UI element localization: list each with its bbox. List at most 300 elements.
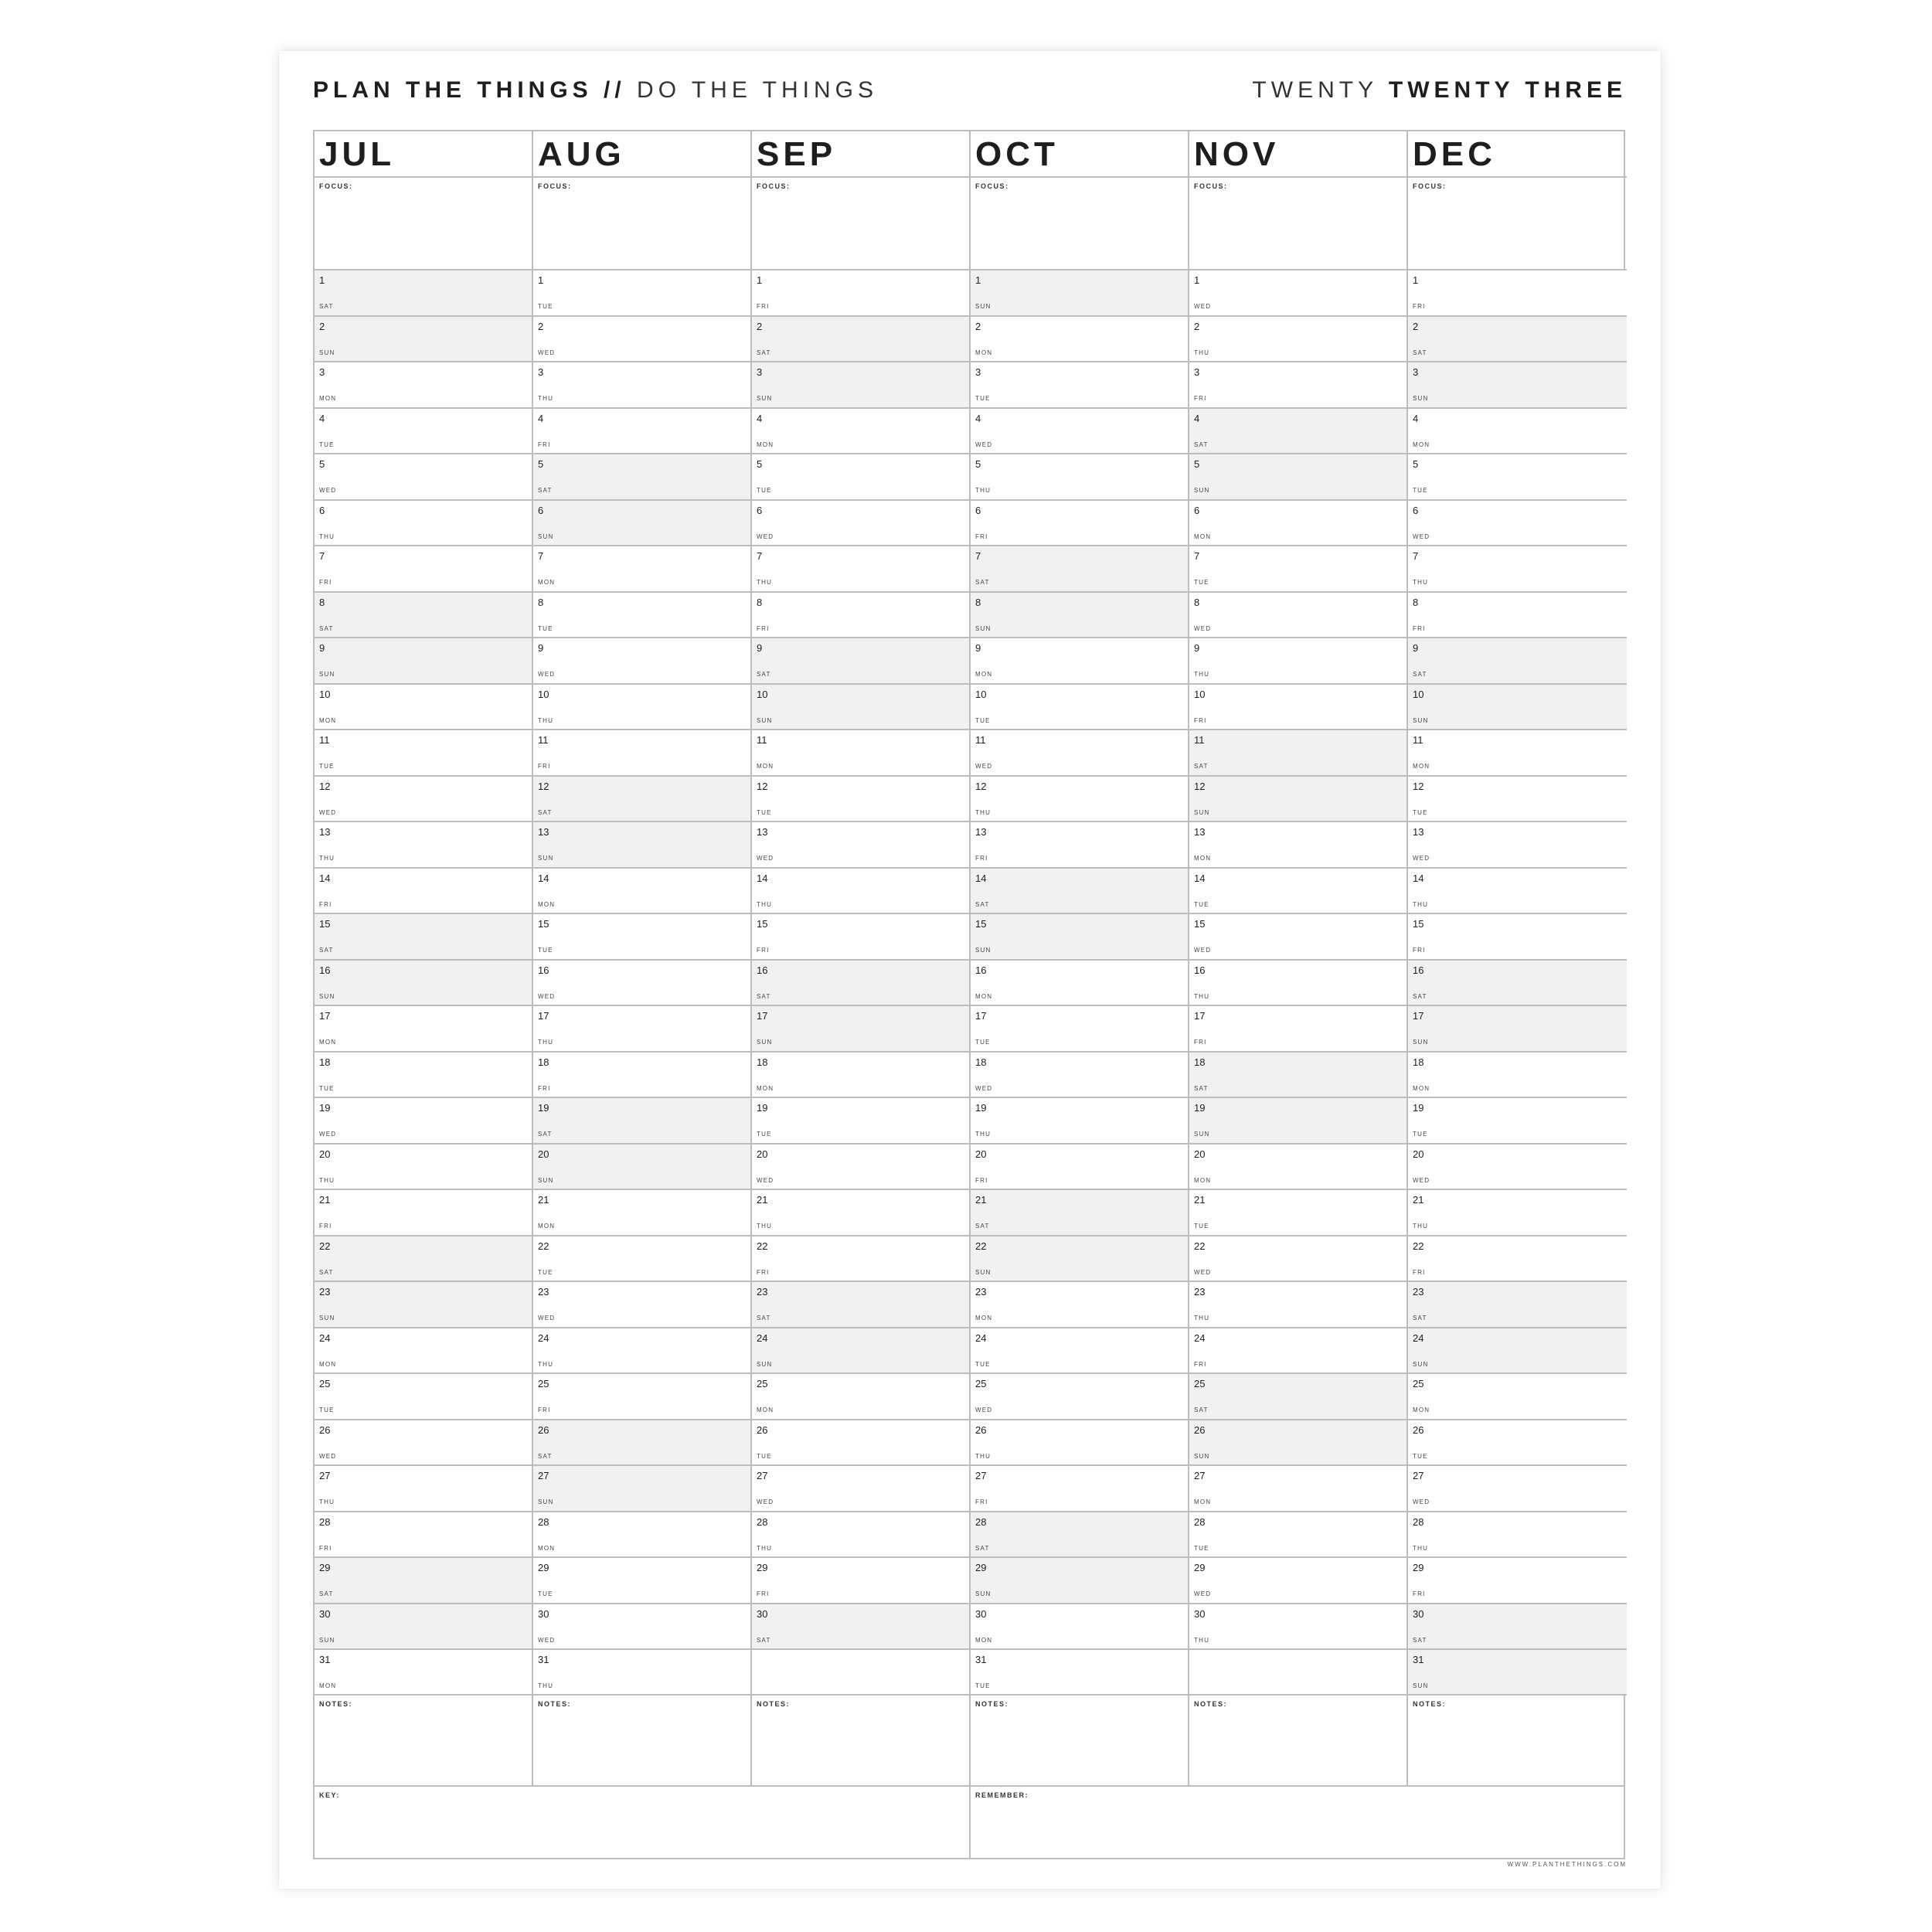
day-number: 25: [1194, 1378, 1206, 1389]
day-cell[interactable]: [1408, 361, 1627, 407]
day-cell[interactable]: [533, 959, 750, 1005]
day-cell[interactable]: [315, 867, 532, 913]
day-cell[interactable]: [1408, 315, 1627, 362]
day-cell[interactable]: [1408, 1511, 1627, 1557]
day-cell[interactable]: [752, 1464, 969, 1511]
day-cell[interactable]: [971, 1556, 1188, 1603]
day-number: 31: [1413, 1654, 1424, 1665]
day-number: 28: [319, 1515, 331, 1528]
day-number: 5: [757, 458, 763, 470]
day-cell[interactable]: [533, 1648, 750, 1695]
day-cell[interactable]: [1408, 1051, 1627, 1097]
day-cell[interactable]: [533, 545, 750, 591]
day-cell[interactable]: [1189, 545, 1406, 591]
day-cell[interactable]: [315, 499, 532, 546]
day-number: 26: [975, 1423, 987, 1436]
day-number: 27: [538, 1470, 549, 1481]
day-weekday: TUE: [1194, 1544, 1209, 1552]
day-cell[interactable]: [315, 1143, 532, 1189]
day-cell[interactable]: [1189, 959, 1406, 1005]
day-cell[interactable]: [1189, 591, 1406, 638]
day-cell[interactable]: [533, 1005, 750, 1051]
day-number: 23: [757, 1286, 768, 1298]
day-cell[interactable]: [1189, 1189, 1406, 1235]
day-weekday: WED: [538, 671, 556, 678]
notes-label: NOTES:: [757, 1700, 791, 1708]
day-cell[interactable]: [1189, 1051, 1406, 1097]
day-cell[interactable]: [971, 1464, 1188, 1511]
day-cell[interactable]: [315, 913, 532, 959]
day-weekday: TUE: [319, 763, 335, 770]
day-number: 30: [1413, 1607, 1424, 1620]
day-cell[interactable]: [971, 1511, 1188, 1557]
day-cell[interactable]: [1189, 315, 1406, 362]
day-weekday: SAT: [319, 1590, 334, 1597]
day-cell[interactable]: [971, 1281, 1188, 1327]
day-cell[interactable]: [1408, 545, 1627, 591]
day-cell[interactable]: [1189, 407, 1406, 454]
month-name: NOV: [1194, 135, 1280, 173]
day-cell[interactable]: [533, 1189, 750, 1235]
day-number: 24: [975, 1332, 987, 1344]
day-cell[interactable]: [1408, 1648, 1627, 1695]
day-cell[interactable]: [315, 637, 532, 683]
day-cell[interactable]: [971, 1648, 1188, 1695]
day-cell[interactable]: [1408, 1235, 1627, 1281]
focus-label: FOCUS:: [319, 182, 353, 190]
day-weekday: THU: [1194, 992, 1210, 1000]
day-weekday: WED: [1413, 1498, 1430, 1505]
day-cell[interactable]: [533, 269, 750, 315]
day-cell[interactable]: [1408, 269, 1627, 315]
day-cell[interactable]: [315, 729, 532, 775]
day-cell[interactable]: [752, 407, 969, 454]
notes-label: NOTES:: [1413, 1700, 1447, 1708]
day-cell[interactable]: [1408, 1189, 1627, 1235]
day-weekday: MON: [757, 1084, 774, 1092]
day-cell[interactable]: [315, 1189, 532, 1235]
day-weekday: FRI: [757, 947, 770, 954]
day-number: 9: [975, 642, 981, 654]
day-cell[interactable]: [1189, 1097, 1406, 1143]
day-cell[interactable]: [1408, 729, 1627, 775]
day-weekday: FRI: [538, 763, 551, 770]
day-cell[interactable]: [1189, 499, 1406, 546]
day-cell[interactable]: [1189, 1556, 1406, 1603]
day-cell[interactable]: [971, 821, 1188, 867]
day-cell[interactable]: [971, 683, 1188, 730]
day-cell[interactable]: [533, 453, 750, 499]
day-number: 30: [757, 1607, 768, 1620]
day-cell[interactable]: [315, 1005, 532, 1051]
day-weekday: SAT: [975, 1544, 990, 1552]
day-weekday: MON: [538, 900, 556, 908]
focus-box[interactable]: [315, 176, 532, 269]
day-cell[interactable]: [752, 683, 969, 730]
day-cell[interactable]: [533, 1051, 750, 1097]
day-weekday: SUN: [319, 1315, 335, 1321]
day-cell[interactable]: [1189, 1327, 1406, 1373]
day-cell[interactable]: [971, 269, 1188, 315]
day-cell[interactable]: [315, 407, 532, 454]
notes-box[interactable]: [1189, 1694, 1406, 1785]
footer-url: WWW.PLANTHETHINGS.COM: [1507, 1861, 1627, 1868]
day-cell[interactable]: [752, 729, 969, 775]
day-cell[interactable]: [533, 1419, 750, 1465]
day-cell[interactable]: [315, 1281, 532, 1327]
day-number: 2: [1413, 320, 1419, 332]
header-year: [1252, 79, 1627, 102]
day-number: 28: [1194, 1515, 1206, 1528]
day-cell[interactable]: [315, 775, 532, 821]
day-cell[interactable]: [1189, 729, 1406, 775]
day-weekday: MON: [975, 992, 993, 1000]
day-cell[interactable]: [752, 1327, 969, 1373]
day-cell[interactable]: [533, 407, 750, 454]
day-number: 16: [1194, 964, 1206, 976]
day-cell[interactable]: [1408, 1372, 1627, 1419]
key-box[interactable]: [315, 1787, 971, 1858]
day-cell[interactable]: [752, 1511, 969, 1557]
day-cell[interactable]: [533, 821, 750, 867]
day-cell[interactable]: [533, 1556, 750, 1603]
day-cell[interactable]: [971, 959, 1188, 1005]
notes-label: NOTES:: [1194, 1700, 1228, 1708]
day-cell[interactable]: [752, 1051, 969, 1097]
day-number: 20: [1413, 1148, 1424, 1160]
day-number: 10: [319, 688, 331, 700]
day-cell[interactable]: [971, 1419, 1188, 1465]
day-number: 22: [538, 1240, 549, 1252]
day-number: 11: [975, 734, 986, 746]
day-cell[interactable]: [1408, 1143, 1627, 1189]
day-cell[interactable]: [971, 453, 1188, 499]
day-cell[interactable]: [1408, 1464, 1627, 1511]
day-cell[interactable]: [1189, 1005, 1406, 1051]
day-cell[interactable]: [971, 407, 1188, 454]
day-cell[interactable]: [1408, 913, 1627, 959]
day-cell[interactable]: [1408, 637, 1627, 683]
day-cell[interactable]: [315, 1556, 532, 1603]
day-cell[interactable]: [315, 1327, 532, 1373]
day-cell[interactable]: [971, 1327, 1188, 1373]
day-cell[interactable]: [533, 729, 750, 775]
day-cell[interactable]: [315, 1235, 532, 1281]
notes-box[interactable]: [533, 1694, 750, 1785]
day-cell[interactable]: [971, 1097, 1188, 1143]
day-number: 13: [319, 826, 331, 838]
day-number: 14: [538, 872, 549, 884]
day-cell[interactable]: [315, 315, 532, 362]
day-number: 18: [1413, 1056, 1424, 1068]
day-cell[interactable]: [752, 1189, 969, 1235]
day-cell[interactable]: [971, 1189, 1188, 1235]
focus-box[interactable]: [971, 176, 1188, 269]
day-cell[interactable]: [971, 913, 1188, 959]
day-cell[interactable]: [752, 1005, 969, 1051]
day-cell[interactable]: [752, 1419, 969, 1465]
day-cell[interactable]: [971, 1005, 1188, 1051]
day-number: 23: [538, 1286, 549, 1298]
day-cell[interactable]: [971, 499, 1188, 546]
day-cell[interactable]: [1408, 453, 1627, 499]
day-weekday: MON: [1413, 1084, 1430, 1092]
day-weekday: SUN: [1413, 1682, 1429, 1689]
day-cell[interactable]: [752, 499, 969, 546]
day-number: 30: [319, 1607, 331, 1620]
day-number: 16: [319, 964, 331, 976]
day-number: 6: [538, 504, 544, 516]
empty-day-cell: [752, 1648, 969, 1695]
day-cell[interactable]: [1408, 1005, 1627, 1051]
day-cell[interactable]: [752, 1556, 969, 1603]
day-cell[interactable]: [752, 867, 969, 913]
day-weekday: MON: [1194, 532, 1212, 540]
day-number: 23: [1413, 1286, 1424, 1298]
day-cell[interactable]: [971, 1051, 1188, 1097]
day-weekday: WED: [1194, 947, 1212, 954]
day-number: 3: [757, 366, 763, 378]
day-cell[interactable]: [752, 821, 969, 867]
day-number: 22: [319, 1240, 331, 1252]
day-cell[interactable]: [1408, 775, 1627, 821]
day-cell[interactable]: [1189, 1419, 1406, 1465]
notes-box[interactable]: [315, 1694, 532, 1785]
day-cell[interactable]: [533, 361, 750, 407]
day-number: 26: [319, 1423, 331, 1436]
day-weekday: SUN: [975, 1590, 992, 1597]
day-cell[interactable]: [971, 545, 1188, 591]
day-weekday: WED: [538, 349, 556, 356]
day-weekday: SAT: [1413, 992, 1427, 1000]
day-weekday: SUN: [1413, 716, 1429, 724]
day-cell[interactable]: [315, 1603, 532, 1649]
day-cell[interactable]: [971, 775, 1188, 821]
day-cell[interactable]: [315, 591, 532, 638]
day-cell[interactable]: [752, 959, 969, 1005]
day-cell[interactable]: [1189, 1281, 1406, 1327]
day-weekday: SUN: [757, 395, 773, 402]
day-cell[interactable]: [315, 1464, 532, 1511]
day-weekday: MON: [1413, 440, 1430, 448]
day-cell[interactable]: [1189, 1143, 1406, 1189]
day-cell[interactable]: [1189, 453, 1406, 499]
day-cell[interactable]: [533, 1372, 750, 1419]
day-cell[interactable]: [1408, 821, 1627, 867]
day-cell[interactable]: [971, 591, 1188, 638]
day-cell[interactable]: [971, 361, 1188, 407]
day-cell[interactable]: [533, 1327, 750, 1373]
day-cell[interactable]: [533, 1235, 750, 1281]
day-number: 12: [538, 780, 549, 792]
day-cell[interactable]: [752, 1281, 969, 1327]
day-number: 26: [757, 1423, 768, 1436]
day-number: 19: [1194, 1102, 1206, 1114]
day-number: 16: [975, 964, 987, 976]
day-cell[interactable]: [1408, 1327, 1627, 1373]
day-cell[interactable]: [1189, 683, 1406, 730]
day-cell[interactable]: [752, 269, 969, 315]
day-cell[interactable]: [315, 453, 532, 499]
day-weekday: TUE: [1194, 900, 1209, 908]
day-number: 12: [757, 780, 768, 792]
day-cell[interactable]: [315, 1051, 532, 1097]
focus-box[interactable]: [752, 176, 969, 269]
day-cell[interactable]: [315, 821, 532, 867]
day-number: 17: [319, 1010, 331, 1022]
day-cell[interactable]: [1189, 1603, 1406, 1649]
day-cell[interactable]: [1408, 1419, 1627, 1465]
day-cell[interactable]: [533, 683, 750, 730]
day-weekday: WED: [1194, 303, 1212, 310]
day-cell[interactable]: [533, 867, 750, 913]
day-cell[interactable]: [533, 775, 750, 821]
day-cell[interactable]: [752, 1143, 969, 1189]
day-number: 9: [319, 642, 325, 654]
day-number: 5: [975, 458, 981, 470]
day-weekday: FRI: [1413, 1268, 1426, 1276]
day-cell[interactable]: [752, 1603, 969, 1649]
day-cell[interactable]: [971, 1372, 1188, 1419]
day-cell[interactable]: [1408, 1097, 1627, 1143]
day-cell[interactable]: [1189, 361, 1406, 407]
day-weekday: SUN: [319, 349, 335, 356]
day-weekday: THU: [757, 579, 773, 586]
day-cell[interactable]: [1408, 867, 1627, 913]
day-cell[interactable]: [315, 1511, 532, 1557]
day-cell[interactable]: [971, 1143, 1188, 1189]
day-cell[interactable]: [971, 1235, 1188, 1281]
focus-label: FOCUS:: [757, 182, 791, 190]
day-cell[interactable]: [533, 1097, 750, 1143]
day-cell[interactable]: [1408, 1556, 1627, 1603]
day-weekday: SUN: [1413, 1039, 1429, 1046]
day-cell[interactable]: [1408, 499, 1627, 546]
day-number: 11: [757, 734, 767, 746]
day-cell[interactable]: [1408, 407, 1627, 454]
day-cell[interactable]: [315, 269, 532, 315]
day-cell[interactable]: [533, 1143, 750, 1189]
day-cell[interactable]: [752, 1372, 969, 1419]
notes-box[interactable]: [971, 1694, 1188, 1785]
day-cell[interactable]: [533, 1464, 750, 1511]
day-cell[interactable]: [533, 1511, 750, 1557]
day-number: 27: [975, 1470, 987, 1481]
day-cell[interactable]: [533, 1281, 750, 1327]
day-cell[interactable]: [315, 1419, 532, 1465]
day-cell[interactable]: [752, 361, 969, 407]
day-cell[interactable]: [533, 499, 750, 546]
day-cell[interactable]: [1408, 1281, 1627, 1327]
day-cell[interactable]: [1189, 775, 1406, 821]
day-number: 5: [538, 458, 544, 470]
day-weekday: MON: [538, 579, 556, 586]
day-number: 21: [319, 1194, 331, 1206]
day-cell[interactable]: [315, 1097, 532, 1143]
day-number: 14: [975, 872, 987, 884]
day-cell[interactable]: [1189, 269, 1406, 315]
day-cell[interactable]: [752, 315, 969, 362]
day-cell[interactable]: [533, 637, 750, 683]
day-cell[interactable]: [315, 959, 532, 1005]
day-cell[interactable]: [533, 315, 750, 362]
day-cell[interactable]: [971, 315, 1188, 362]
day-weekday: SUN: [319, 992, 335, 1000]
day-cell[interactable]: [1189, 1372, 1406, 1419]
day-cell[interactable]: [315, 683, 532, 730]
notes-label: NOTES:: [319, 1700, 353, 1708]
day-number: 8: [319, 596, 325, 608]
day-cell[interactable]: [1189, 1511, 1406, 1557]
notes-label: NOTES:: [538, 1700, 572, 1708]
day-cell[interactable]: [752, 637, 969, 683]
day-cell[interactable]: [1408, 1603, 1627, 1649]
day-cell[interactable]: [1408, 959, 1627, 1005]
day-number: 7: [319, 550, 325, 562]
day-cell[interactable]: [752, 775, 969, 821]
day-cell[interactable]: [971, 637, 1188, 683]
day-weekday: WED: [975, 1406, 993, 1413]
day-cell[interactable]: [752, 913, 969, 959]
day-weekday: WED: [975, 440, 993, 448]
day-weekday: FRI: [319, 1544, 332, 1552]
day-cell[interactable]: [1189, 821, 1406, 867]
focus-box[interactable]: [533, 176, 750, 269]
day-cell[interactable]: [1189, 1235, 1406, 1281]
day-cell[interactable]: [971, 867, 1188, 913]
day-number: 3: [538, 366, 544, 378]
day-weekday: SAT: [757, 671, 771, 678]
day-cell[interactable]: [752, 545, 969, 591]
day-cell[interactable]: [315, 1372, 532, 1419]
day-cell[interactable]: [533, 1603, 750, 1649]
day-weekday: FRI: [1194, 716, 1207, 724]
day-cell[interactable]: [1408, 683, 1627, 730]
day-cell[interactable]: [1189, 1464, 1406, 1511]
day-cell[interactable]: [1189, 913, 1406, 959]
focus-box[interactable]: [1408, 176, 1627, 269]
day-weekday: SAT: [1413, 1315, 1427, 1321]
day-weekday: TUE: [975, 395, 991, 402]
remember-box[interactable]: [971, 1787, 1627, 1858]
day-cell[interactable]: [1189, 637, 1406, 683]
day-cell[interactable]: [752, 1097, 969, 1143]
day-cell[interactable]: [1189, 867, 1406, 913]
day-cell[interactable]: [315, 361, 532, 407]
notes-box[interactable]: [752, 1694, 969, 1785]
day-weekday: THU: [1194, 1636, 1210, 1644]
day-cell[interactable]: [752, 591, 969, 638]
day-cell[interactable]: [971, 729, 1188, 775]
day-weekday: THU: [319, 532, 335, 540]
day-cell[interactable]: [533, 591, 750, 638]
day-cell[interactable]: [533, 913, 750, 959]
day-number: 13: [975, 826, 987, 838]
day-cell[interactable]: [971, 1603, 1188, 1649]
focus-box[interactable]: [1189, 176, 1406, 269]
day-cell[interactable]: [752, 1235, 969, 1281]
day-weekday: MON: [1194, 1176, 1212, 1184]
day-cell[interactable]: [315, 545, 532, 591]
day-number: 4: [1413, 412, 1419, 424]
day-cell[interactable]: [1408, 591, 1627, 638]
day-cell[interactable]: [315, 1648, 532, 1695]
notes-box[interactable]: [1408, 1694, 1627, 1785]
day-weekday: TUE: [319, 1406, 335, 1413]
day-cell[interactable]: [752, 453, 969, 499]
day-weekday: WED: [975, 1084, 993, 1092]
day-weekday: WED: [1194, 624, 1212, 632]
